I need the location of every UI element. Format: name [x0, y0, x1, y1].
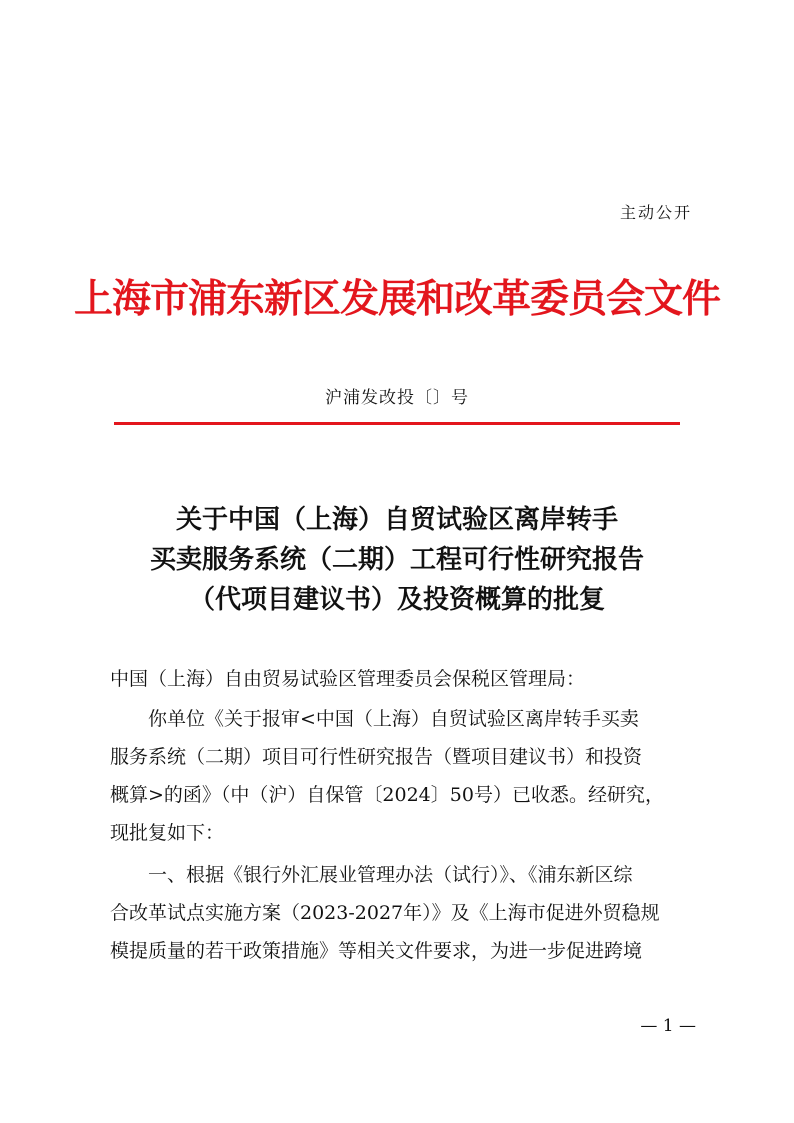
paragraph-line: 概算>的函》（中（沪）自保管〔2024〕50号）已收悉。经研究， — [110, 784, 664, 806]
paragraph-line: 合改革试点实施方案（2023-2027年）》及《上海市促进外贸稳规 — [110, 902, 660, 924]
paragraph-line: 一、根据《银行外汇展业管理办法（试行）》、《浦东新区综 — [148, 864, 633, 886]
paragraph-line: 现批复如下： — [110, 822, 225, 844]
document-title — [0, 500, 794, 620]
page-number: — 1 — — [640, 1016, 696, 1036]
title-line: 关于中国（上海）自贸试验区离岸转手 — [175, 505, 618, 535]
paragraph-line: 你单位《关于报审<中国（上海）自贸试验区离岸转手买卖 — [148, 708, 639, 730]
paragraph-line: 模提质量的若干政策措施》等相关文件要求，为进一步促进跨境 — [110, 940, 643, 962]
title-line: （代项目建议书）及投资概算的批复 — [188, 585, 605, 615]
body-paragraph-2 — [110, 856, 690, 970]
disclosure-label: 主动公开 — [619, 203, 692, 222]
document-number: 沪浦发改投〔〕号 — [325, 388, 469, 408]
body-paragraph-1 — [110, 700, 690, 852]
title-line: 买卖服务系统（二期）工程可行性研究报告 — [149, 545, 644, 575]
masthead-title: 上海市浦东新区发展和改革委员会文件 — [73, 276, 720, 322]
recipient-line: 中国（上海）自由贸易试验区管理委员会保税区管理局： — [110, 668, 586, 690]
paragraph-line: 服务系统（二期）项目可行性研究报告（暨项目建议书）和投资 — [110, 746, 643, 768]
red-divider-line — [114, 422, 680, 425]
